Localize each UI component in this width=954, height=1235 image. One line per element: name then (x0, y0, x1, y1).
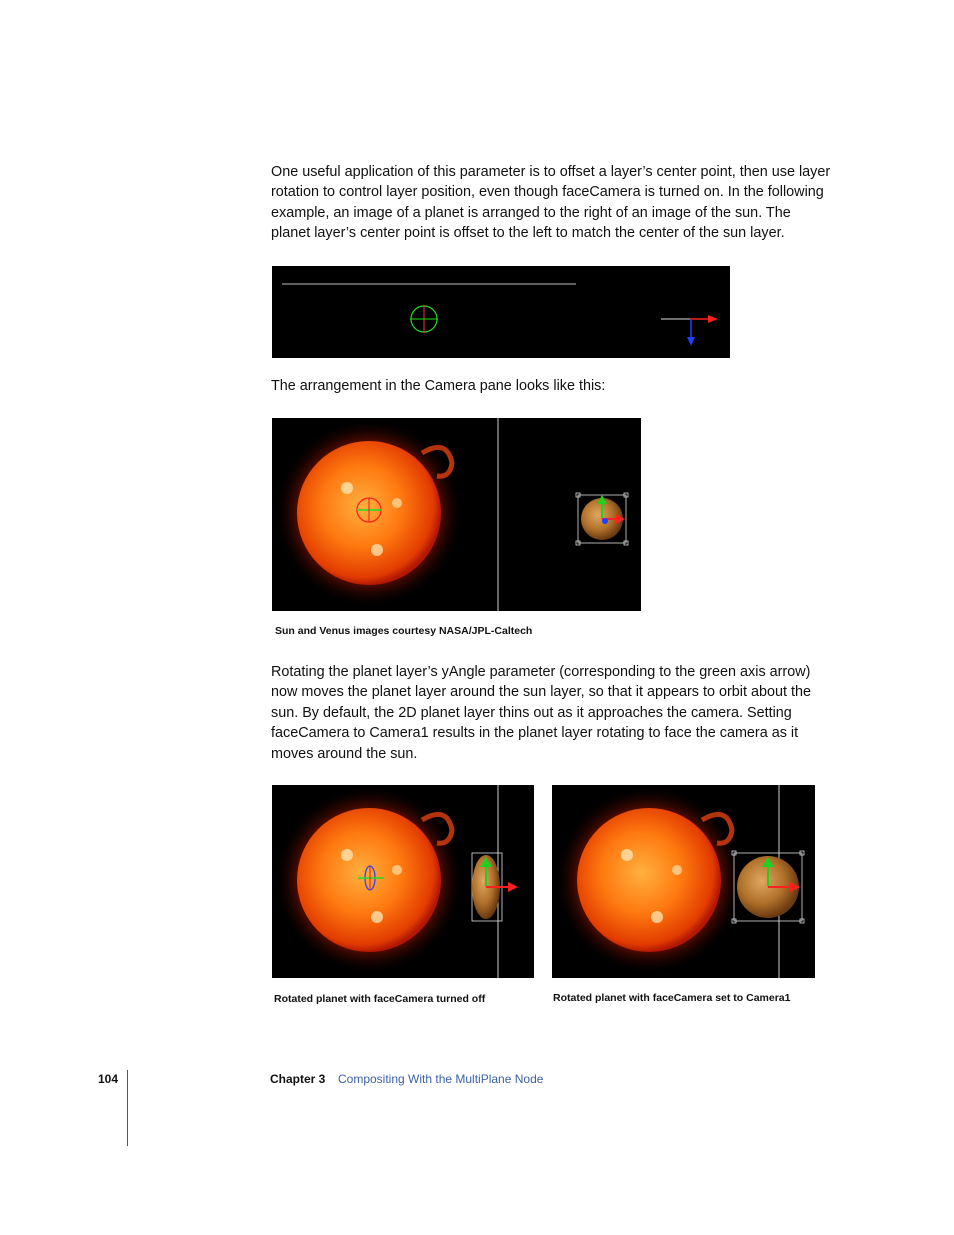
planet-layer-facing (732, 851, 804, 923)
chapter-label: Chapter 3 (270, 1072, 326, 1086)
camera-pane-caption: Sun and Venus images courtesy NASA/JPL-Caltech (275, 625, 533, 637)
planet-layer-thin (472, 853, 518, 921)
rotation-paragraph: Rotating the planet layer’s yAngle parameter (corresponding to the green axis arrow) now moves the planet layer around the sun layer, so that it appears to orbit about the sun. By default, the 2D planet layer thins out as it approaches the camera. Setting faceCamera to Camera1 results in the planet layer rotating to face the camera as it moves around the sun. (271, 664, 811, 762)
facecamera-off-caption: Rotated planet with faceCamera turned off (274, 993, 486, 1005)
sun-image (297, 808, 441, 952)
intro-paragraph: One useful application of this parameter is to offset a layer’s center point, then use layer rotation to control layer position, even though faceCamera is turned on. In the following example, an image of a planet is arranged to the right of an image of the sun. The planet layer’s center point is offset to the left to match the center of the sun layer. (271, 164, 831, 242)
arrangement-paragraph: The arrangement in the Camera pane looks like this: (271, 378, 606, 394)
sun-center-marker (410, 305, 438, 333)
sun-center-handle (357, 498, 382, 522)
facecamera-off-figure (272, 785, 534, 978)
camera-pane-figure (272, 418, 641, 611)
page-number: 104 (98, 1072, 119, 1086)
top-view-figure (272, 266, 730, 358)
footer-divider (127, 1070, 128, 1146)
planet-layer (576, 493, 628, 545)
facecamera-on-caption: Rotated planet with faceCamera set to Camera1 (553, 992, 791, 1004)
chapter-title-link[interactable]: Compositing With the MultiPlane Node (338, 1072, 544, 1086)
sun-image (577, 808, 721, 952)
facecamera-on-figure (552, 785, 815, 978)
planet-axis-marker (661, 315, 718, 346)
